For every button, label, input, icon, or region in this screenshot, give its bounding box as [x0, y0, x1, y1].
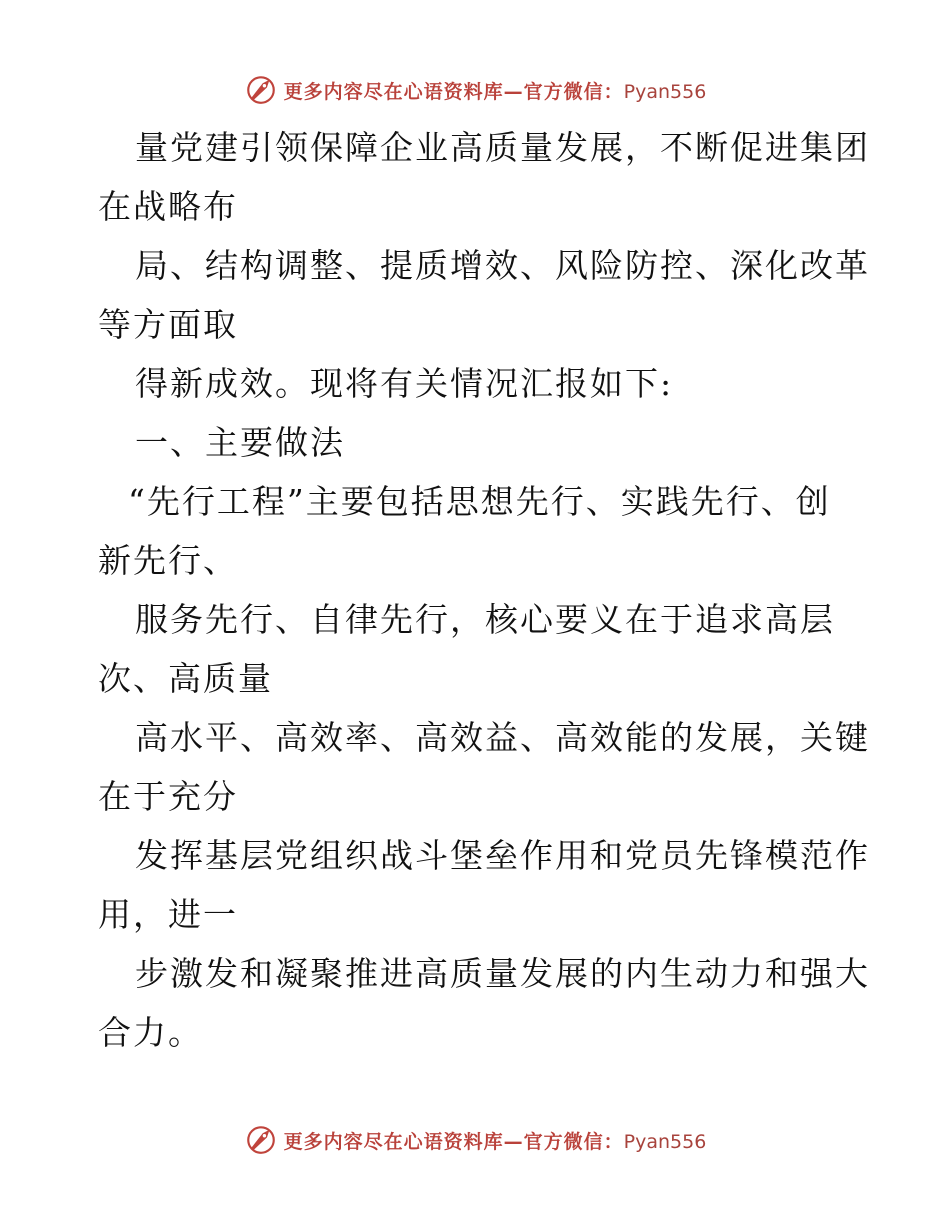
- body-line: 合力。: [98, 1013, 203, 1052]
- footer-banner-text: [284, 1127, 707, 1154]
- body-line: “先行工程”主要包括思想先行、实践先行、创: [128, 482, 831, 521]
- body-line: 在战略布: [98, 187, 238, 226]
- body-line: 服务先行、自律先行，核心要义在于追求高层: [135, 600, 835, 639]
- section-heading: 一、主要做法: [135, 423, 345, 462]
- document-body: [98, 118, 870, 1062]
- body-line: 局、结构调整、提质增效、风险防控、深化改革: [135, 246, 870, 285]
- pen-nib-logo-icon: [244, 1123, 278, 1157]
- body-line: 发挥基层党组织战斗堡垒作用和党员先锋模范作: [135, 836, 870, 875]
- body-line: 次、高质量: [98, 659, 273, 698]
- header-wechat-id: Pyan556: [623, 80, 707, 103]
- body-line: 用，进一: [98, 895, 238, 934]
- footer-wechat-id: Pyan556: [623, 1130, 707, 1153]
- pen-nib-logo-icon: [244, 73, 278, 107]
- footer-banner: [0, 1122, 950, 1158]
- body-line: 得新成效。现将有关情况汇报如下:: [135, 364, 674, 403]
- body-line: 步激发和凝聚推进高质量发展的内生动力和强大: [135, 954, 870, 993]
- header-banner: [0, 72, 950, 108]
- header-banner-text: [284, 77, 707, 104]
- header-banner-label: 更多内容尽在心语资料库—官方微信：: [283, 80, 624, 103]
- body-line: 等方面取: [98, 305, 238, 344]
- footer-banner-label: 更多内容尽在心语资料库—官方微信：: [283, 1130, 624, 1153]
- body-line: 在于充分: [98, 777, 238, 816]
- body-line: 高水平、高效率、高效益、高效能的发展，关键: [135, 718, 870, 757]
- body-line: 量党建引领保障企业高质量发展，不断促进集团: [135, 128, 870, 167]
- body-line: 新先行、: [98, 541, 238, 580]
